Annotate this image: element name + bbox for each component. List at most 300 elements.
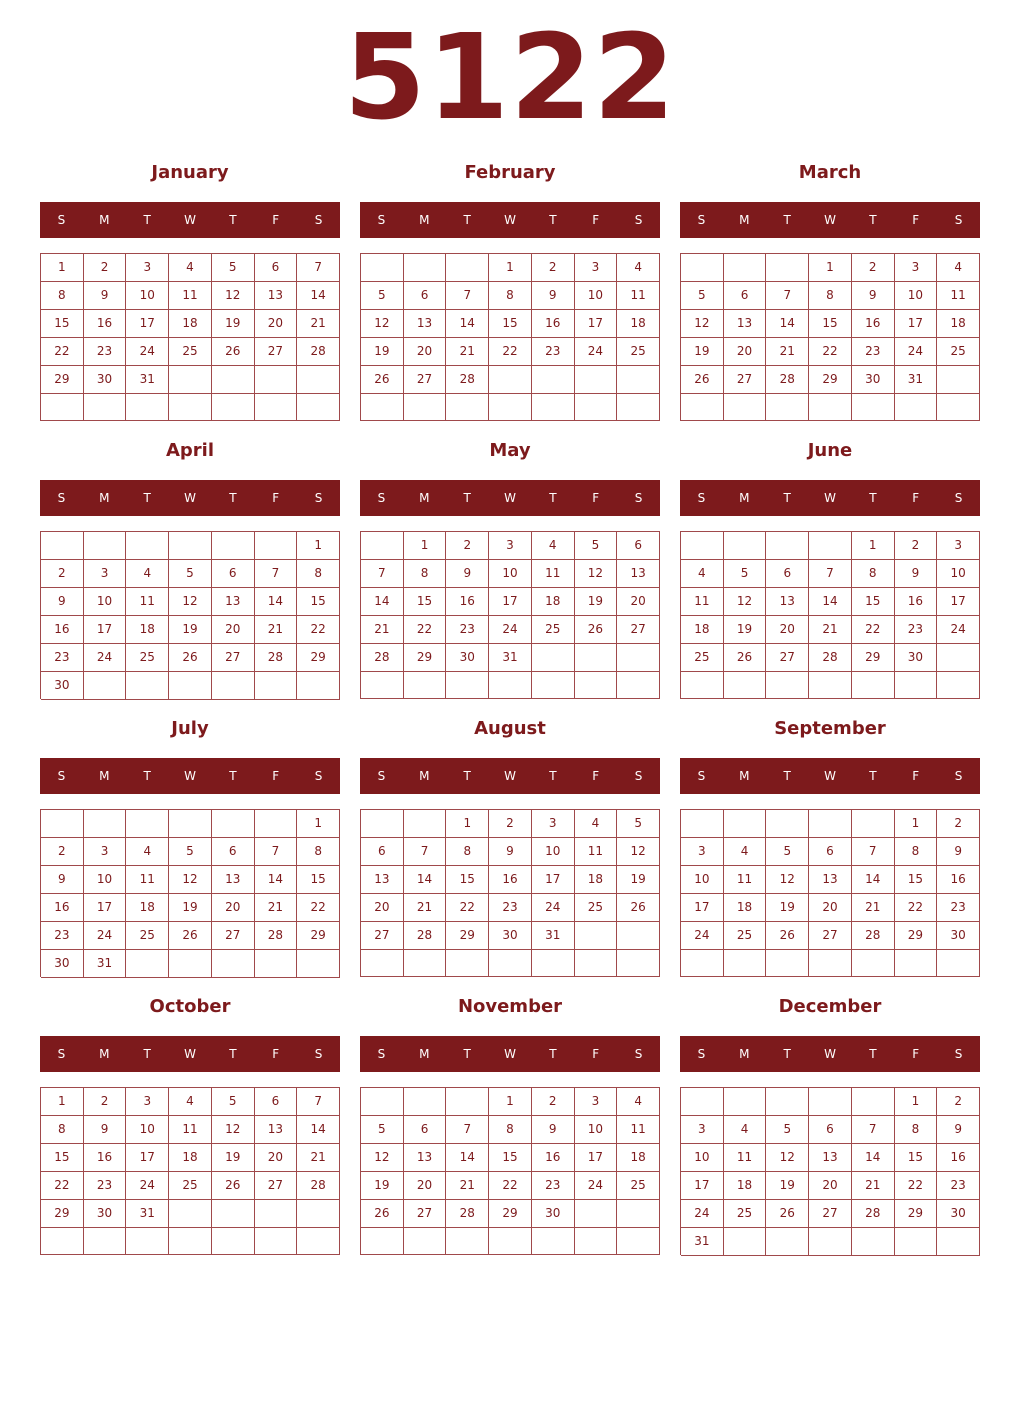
day-cell: 14 xyxy=(361,588,404,616)
empty-day-cell xyxy=(361,950,404,977)
day-cell: 30 xyxy=(41,672,84,700)
empty-day-cell xyxy=(446,394,489,421)
weekday-header xyxy=(360,480,660,516)
day-cell: 22 xyxy=(489,338,532,366)
day-cell: 4 xyxy=(169,1088,212,1116)
weekday-label: F xyxy=(912,213,920,227)
weekday-label: W xyxy=(184,1047,196,1061)
day-cell: 28 xyxy=(297,338,340,366)
empty-day-cell xyxy=(937,644,980,672)
day-cell: 21 xyxy=(446,338,489,366)
empty-day-cell xyxy=(255,532,298,560)
empty-day-cell xyxy=(126,950,169,978)
day-cell: 31 xyxy=(84,950,127,978)
day-cell: 4 xyxy=(617,1088,660,1116)
day-cell: 22 xyxy=(809,338,852,366)
weekday-label: T xyxy=(869,491,877,505)
day-cell: 28 xyxy=(404,922,447,950)
day-cell: 28 xyxy=(446,1200,489,1228)
day-cell: 7 xyxy=(766,282,809,310)
day-cell: 2 xyxy=(532,1088,575,1116)
empty-day-cell xyxy=(937,394,980,421)
empty-day-cell xyxy=(169,532,212,560)
day-grid xyxy=(360,1087,660,1255)
day-cell: 24 xyxy=(937,616,980,644)
day-cell: 3 xyxy=(681,838,724,866)
empty-day-cell xyxy=(255,1200,298,1228)
day-cell: 24 xyxy=(126,1172,169,1200)
day-cell: 25 xyxy=(724,922,767,950)
day-cell: 30 xyxy=(895,644,938,672)
day-cell: 5 xyxy=(766,1116,809,1144)
day-cell: 17 xyxy=(575,1144,618,1172)
day-cell: 24 xyxy=(895,338,938,366)
day-cell: 15 xyxy=(809,310,852,338)
weekday-label: F xyxy=(592,769,600,783)
empty-day-cell xyxy=(212,394,255,421)
day-cell: 16 xyxy=(937,1144,980,1172)
empty-day-cell xyxy=(446,254,489,282)
day-cell: 4 xyxy=(724,1116,767,1144)
empty-day-cell xyxy=(84,532,127,560)
weekday-label: T xyxy=(549,1047,557,1061)
day-cell: 24 xyxy=(575,1172,618,1200)
day-cell: 3 xyxy=(575,1088,618,1116)
day-cell: 14 xyxy=(404,866,447,894)
month-name: January xyxy=(151,162,229,183)
weekday-header xyxy=(360,1036,660,1072)
day-cell: 19 xyxy=(361,1172,404,1200)
day-cell: 8 xyxy=(41,1116,84,1144)
empty-day-cell xyxy=(41,1228,84,1255)
empty-day-cell xyxy=(681,254,724,282)
weekday-label: M xyxy=(419,1047,430,1061)
day-cell: 10 xyxy=(937,560,980,588)
day-cell: 7 xyxy=(809,560,852,588)
day-cell: 27 xyxy=(617,616,660,644)
month-name: March xyxy=(798,162,862,183)
day-cell: 6 xyxy=(766,560,809,588)
day-cell: 3 xyxy=(126,254,169,282)
day-cell: 8 xyxy=(404,560,447,588)
day-cell: 21 xyxy=(404,894,447,922)
day-cell: 31 xyxy=(126,366,169,394)
empty-day-cell xyxy=(404,672,447,699)
weekday-label: T xyxy=(783,213,791,227)
day-cell: 1 xyxy=(297,532,340,560)
day-cell: 7 xyxy=(852,1116,895,1144)
empty-day-cell xyxy=(724,1088,767,1116)
day-cell: 9 xyxy=(937,838,980,866)
day-cell: 1 xyxy=(41,254,84,282)
weekday-label: T xyxy=(229,769,237,783)
day-cell: 2 xyxy=(852,254,895,282)
empty-day-cell xyxy=(617,672,660,699)
empty-day-cell xyxy=(532,950,575,977)
day-cell: 13 xyxy=(404,310,447,338)
weekday-label: M xyxy=(99,769,110,783)
day-cell: 22 xyxy=(41,1172,84,1200)
day-grid xyxy=(360,531,660,699)
day-cell: 5 xyxy=(212,1088,255,1116)
day-cell: 21 xyxy=(255,894,298,922)
empty-day-cell xyxy=(617,922,660,950)
day-cell: 20 xyxy=(255,310,298,338)
empty-day-cell xyxy=(809,950,852,977)
empty-day-cell xyxy=(575,1200,618,1228)
day-cell: 29 xyxy=(895,1200,938,1228)
day-grid xyxy=(680,809,980,977)
empty-day-cell xyxy=(446,1228,489,1255)
day-cell: 26 xyxy=(766,922,809,950)
day-cell: 24 xyxy=(681,1200,724,1228)
day-cell: 29 xyxy=(41,366,84,394)
empty-day-cell xyxy=(84,1228,127,1255)
weekday-label: M xyxy=(739,1047,750,1061)
empty-day-cell xyxy=(84,810,127,838)
day-cell: 1 xyxy=(404,532,447,560)
empty-day-cell xyxy=(575,366,618,394)
weekday-header xyxy=(40,202,340,238)
empty-day-cell xyxy=(895,950,938,977)
day-cell: 12 xyxy=(575,560,618,588)
weekday-header xyxy=(40,480,340,516)
day-cell: 20 xyxy=(255,1144,298,1172)
day-cell: 1 xyxy=(489,254,532,282)
empty-day-cell xyxy=(361,394,404,421)
empty-day-cell xyxy=(617,950,660,977)
day-cell: 25 xyxy=(169,1172,212,1200)
day-cell: 4 xyxy=(532,532,575,560)
empty-day-cell xyxy=(532,1228,575,1255)
day-cell: 19 xyxy=(766,894,809,922)
day-cell: 5 xyxy=(617,810,660,838)
empty-day-cell xyxy=(297,950,340,978)
weekday-label: S xyxy=(697,769,706,783)
day-cell: 24 xyxy=(681,922,724,950)
day-cell: 28 xyxy=(255,644,298,672)
empty-day-cell xyxy=(404,394,447,421)
day-cell: 10 xyxy=(575,1116,618,1144)
empty-day-cell xyxy=(724,950,767,977)
empty-day-cell xyxy=(297,672,340,700)
empty-day-cell xyxy=(895,394,938,421)
day-grid xyxy=(360,809,660,977)
day-cell: 29 xyxy=(895,922,938,950)
day-cell: 16 xyxy=(532,1144,575,1172)
day-cell: 2 xyxy=(895,532,938,560)
day-cell: 1 xyxy=(489,1088,532,1116)
day-cell: 13 xyxy=(404,1144,447,1172)
weekday-label: T xyxy=(783,769,791,783)
day-cell: 7 xyxy=(852,838,895,866)
weekday-label: S xyxy=(697,491,706,505)
day-cell: 11 xyxy=(169,1116,212,1144)
day-grid xyxy=(40,531,340,699)
empty-day-cell xyxy=(681,532,724,560)
day-cell: 18 xyxy=(937,310,980,338)
day-cell: 17 xyxy=(681,1172,724,1200)
day-cell: 23 xyxy=(84,338,127,366)
weekday-label: T xyxy=(229,491,237,505)
day-cell: 10 xyxy=(575,282,618,310)
day-cell: 10 xyxy=(126,282,169,310)
day-cell: 13 xyxy=(617,560,660,588)
weekday-header xyxy=(40,758,340,794)
weekday-header xyxy=(360,758,660,794)
empty-day-cell xyxy=(169,672,212,700)
day-cell: 9 xyxy=(489,838,532,866)
day-cell: 21 xyxy=(446,1172,489,1200)
day-cell: 6 xyxy=(255,254,298,282)
day-cell: 15 xyxy=(297,866,340,894)
weekday-label: M xyxy=(739,769,750,783)
empty-day-cell xyxy=(766,394,809,421)
day-cell: 14 xyxy=(766,310,809,338)
day-cell: 6 xyxy=(404,282,447,310)
day-cell: 17 xyxy=(489,588,532,616)
day-cell: 24 xyxy=(84,922,127,950)
weekday-label: T xyxy=(869,769,877,783)
empty-day-cell xyxy=(41,810,84,838)
day-cell: 22 xyxy=(297,894,340,922)
day-cell: 31 xyxy=(489,644,532,672)
weekday-label: W xyxy=(184,769,196,783)
day-cell: 17 xyxy=(84,616,127,644)
weekday-label: S xyxy=(634,1047,643,1061)
day-cell: 10 xyxy=(84,866,127,894)
day-cell: 2 xyxy=(937,1088,980,1116)
month-name: June xyxy=(807,440,853,461)
day-cell: 23 xyxy=(852,338,895,366)
day-cell: 13 xyxy=(255,1116,298,1144)
weekday-label: T xyxy=(143,769,151,783)
empty-day-cell xyxy=(681,672,724,699)
day-cell: 25 xyxy=(126,644,169,672)
day-cell: 16 xyxy=(446,588,489,616)
day-cell: 4 xyxy=(724,838,767,866)
day-cell: 28 xyxy=(255,922,298,950)
empty-day-cell xyxy=(852,394,895,421)
empty-day-cell xyxy=(617,366,660,394)
day-cell: 18 xyxy=(724,1172,767,1200)
weekday-label: T xyxy=(549,491,557,505)
day-cell: 8 xyxy=(489,282,532,310)
day-cell: 16 xyxy=(41,894,84,922)
day-cell: 23 xyxy=(84,1172,127,1200)
empty-day-cell xyxy=(809,532,852,560)
day-cell: 13 xyxy=(809,1144,852,1172)
weekday-label: F xyxy=(272,491,280,505)
empty-day-cell xyxy=(404,1228,447,1255)
day-cell: 20 xyxy=(724,338,767,366)
empty-day-cell xyxy=(361,672,404,699)
day-cell: 3 xyxy=(84,838,127,866)
empty-day-cell xyxy=(255,810,298,838)
day-cell: 20 xyxy=(361,894,404,922)
empty-day-cell xyxy=(852,810,895,838)
empty-day-cell xyxy=(212,810,255,838)
weekday-header xyxy=(40,1036,340,1072)
empty-day-cell xyxy=(895,1228,938,1256)
empty-day-cell xyxy=(297,366,340,394)
empty-day-cell xyxy=(575,1228,618,1255)
day-cell: 6 xyxy=(809,838,852,866)
empty-day-cell xyxy=(169,1200,212,1228)
day-cell: 15 xyxy=(895,866,938,894)
empty-day-cell xyxy=(255,1228,298,1255)
weekday-label: S xyxy=(954,213,963,227)
empty-day-cell xyxy=(809,1088,852,1116)
day-cell: 11 xyxy=(724,866,767,894)
day-cell: 29 xyxy=(489,1200,532,1228)
day-cell: 29 xyxy=(852,644,895,672)
day-cell: 15 xyxy=(852,588,895,616)
empty-day-cell xyxy=(766,1088,809,1116)
day-cell: 7 xyxy=(446,1116,489,1144)
weekday-label: T xyxy=(783,491,791,505)
day-cell: 8 xyxy=(852,560,895,588)
day-cell: 6 xyxy=(809,1116,852,1144)
day-cell: 8 xyxy=(297,560,340,588)
weekday-label: S xyxy=(377,213,386,227)
empty-day-cell xyxy=(126,394,169,421)
day-cell: 28 xyxy=(809,644,852,672)
day-cell: 7 xyxy=(297,1088,340,1116)
empty-day-cell xyxy=(681,950,724,977)
empty-day-cell xyxy=(681,810,724,838)
day-cell: 12 xyxy=(169,588,212,616)
weekday-label: F xyxy=(272,1047,280,1061)
day-cell: 4 xyxy=(681,560,724,588)
day-cell: 30 xyxy=(41,950,84,978)
day-cell: 9 xyxy=(532,1116,575,1144)
month-name: April xyxy=(165,440,215,461)
weekday-label: T xyxy=(549,213,557,227)
weekday-label: F xyxy=(912,769,920,783)
day-cell: 24 xyxy=(532,894,575,922)
day-cell: 18 xyxy=(575,866,618,894)
day-cell: 4 xyxy=(126,838,169,866)
day-cell: 19 xyxy=(575,588,618,616)
day-cell: 1 xyxy=(809,254,852,282)
weekday-label: S xyxy=(57,213,66,227)
empty-day-cell xyxy=(489,366,532,394)
day-cell: 18 xyxy=(169,310,212,338)
empty-day-cell xyxy=(404,1088,447,1116)
empty-day-cell xyxy=(446,1088,489,1116)
month-name: October xyxy=(149,996,231,1017)
weekday-header xyxy=(360,202,660,238)
day-cell: 9 xyxy=(937,1116,980,1144)
day-cell: 18 xyxy=(532,588,575,616)
day-cell: 11 xyxy=(617,1116,660,1144)
day-cell: 18 xyxy=(617,1144,660,1172)
empty-day-cell xyxy=(41,532,84,560)
empty-day-cell xyxy=(255,394,298,421)
empty-day-cell xyxy=(681,1088,724,1116)
day-cell: 25 xyxy=(724,1200,767,1228)
empty-day-cell xyxy=(169,950,212,978)
empty-day-cell xyxy=(575,394,618,421)
day-cell: 19 xyxy=(212,310,255,338)
day-cell: 7 xyxy=(446,282,489,310)
day-cell: 24 xyxy=(126,338,169,366)
day-cell: 21 xyxy=(766,338,809,366)
weekday-label: S xyxy=(57,1047,66,1061)
empty-day-cell xyxy=(809,1228,852,1256)
day-grid xyxy=(40,1087,340,1255)
day-cell: 3 xyxy=(937,532,980,560)
month-name: February xyxy=(464,162,556,183)
day-cell: 4 xyxy=(126,560,169,588)
day-cell: 5 xyxy=(681,282,724,310)
day-cell: 12 xyxy=(361,310,404,338)
day-cell: 27 xyxy=(404,1200,447,1228)
empty-day-cell xyxy=(212,672,255,700)
day-cell: 31 xyxy=(681,1228,724,1256)
day-cell: 27 xyxy=(212,644,255,672)
day-cell: 9 xyxy=(446,560,489,588)
day-cell: 19 xyxy=(361,338,404,366)
day-cell: 12 xyxy=(361,1144,404,1172)
day-cell: 30 xyxy=(84,1200,127,1228)
day-cell: 8 xyxy=(297,838,340,866)
empty-day-cell xyxy=(766,532,809,560)
empty-day-cell xyxy=(255,950,298,978)
weekday-label: M xyxy=(419,769,430,783)
weekday-header xyxy=(680,480,980,516)
day-cell: 13 xyxy=(212,588,255,616)
day-cell: 16 xyxy=(41,616,84,644)
day-cell: 14 xyxy=(446,310,489,338)
day-cell: 16 xyxy=(489,866,532,894)
day-cell: 27 xyxy=(212,922,255,950)
day-cell: 15 xyxy=(489,1144,532,1172)
weekday-label: T xyxy=(463,491,471,505)
day-cell: 31 xyxy=(895,366,938,394)
day-cell: 29 xyxy=(809,366,852,394)
day-cell: 17 xyxy=(937,588,980,616)
day-cell: 5 xyxy=(766,838,809,866)
day-cell: 28 xyxy=(852,922,895,950)
weekday-label: T xyxy=(783,1047,791,1061)
day-cell: 15 xyxy=(446,866,489,894)
day-cell: 17 xyxy=(895,310,938,338)
day-cell: 14 xyxy=(255,588,298,616)
day-cell: 8 xyxy=(41,282,84,310)
weekday-label: S xyxy=(314,769,323,783)
day-cell: 14 xyxy=(297,1116,340,1144)
empty-day-cell xyxy=(212,1200,255,1228)
day-cell: 9 xyxy=(41,588,84,616)
day-cell: 3 xyxy=(575,254,618,282)
empty-day-cell xyxy=(809,810,852,838)
day-cell: 30 xyxy=(489,922,532,950)
weekday-label: W xyxy=(504,1047,516,1061)
month-name: May xyxy=(489,440,531,461)
day-cell: 18 xyxy=(126,616,169,644)
day-cell: 18 xyxy=(617,310,660,338)
day-cell: 9 xyxy=(532,282,575,310)
day-cell: 25 xyxy=(937,338,980,366)
day-cell: 5 xyxy=(169,838,212,866)
day-cell: 2 xyxy=(41,560,84,588)
day-cell: 2 xyxy=(489,810,532,838)
day-cell: 22 xyxy=(404,616,447,644)
day-cell: 9 xyxy=(895,560,938,588)
day-cell: 24 xyxy=(575,338,618,366)
